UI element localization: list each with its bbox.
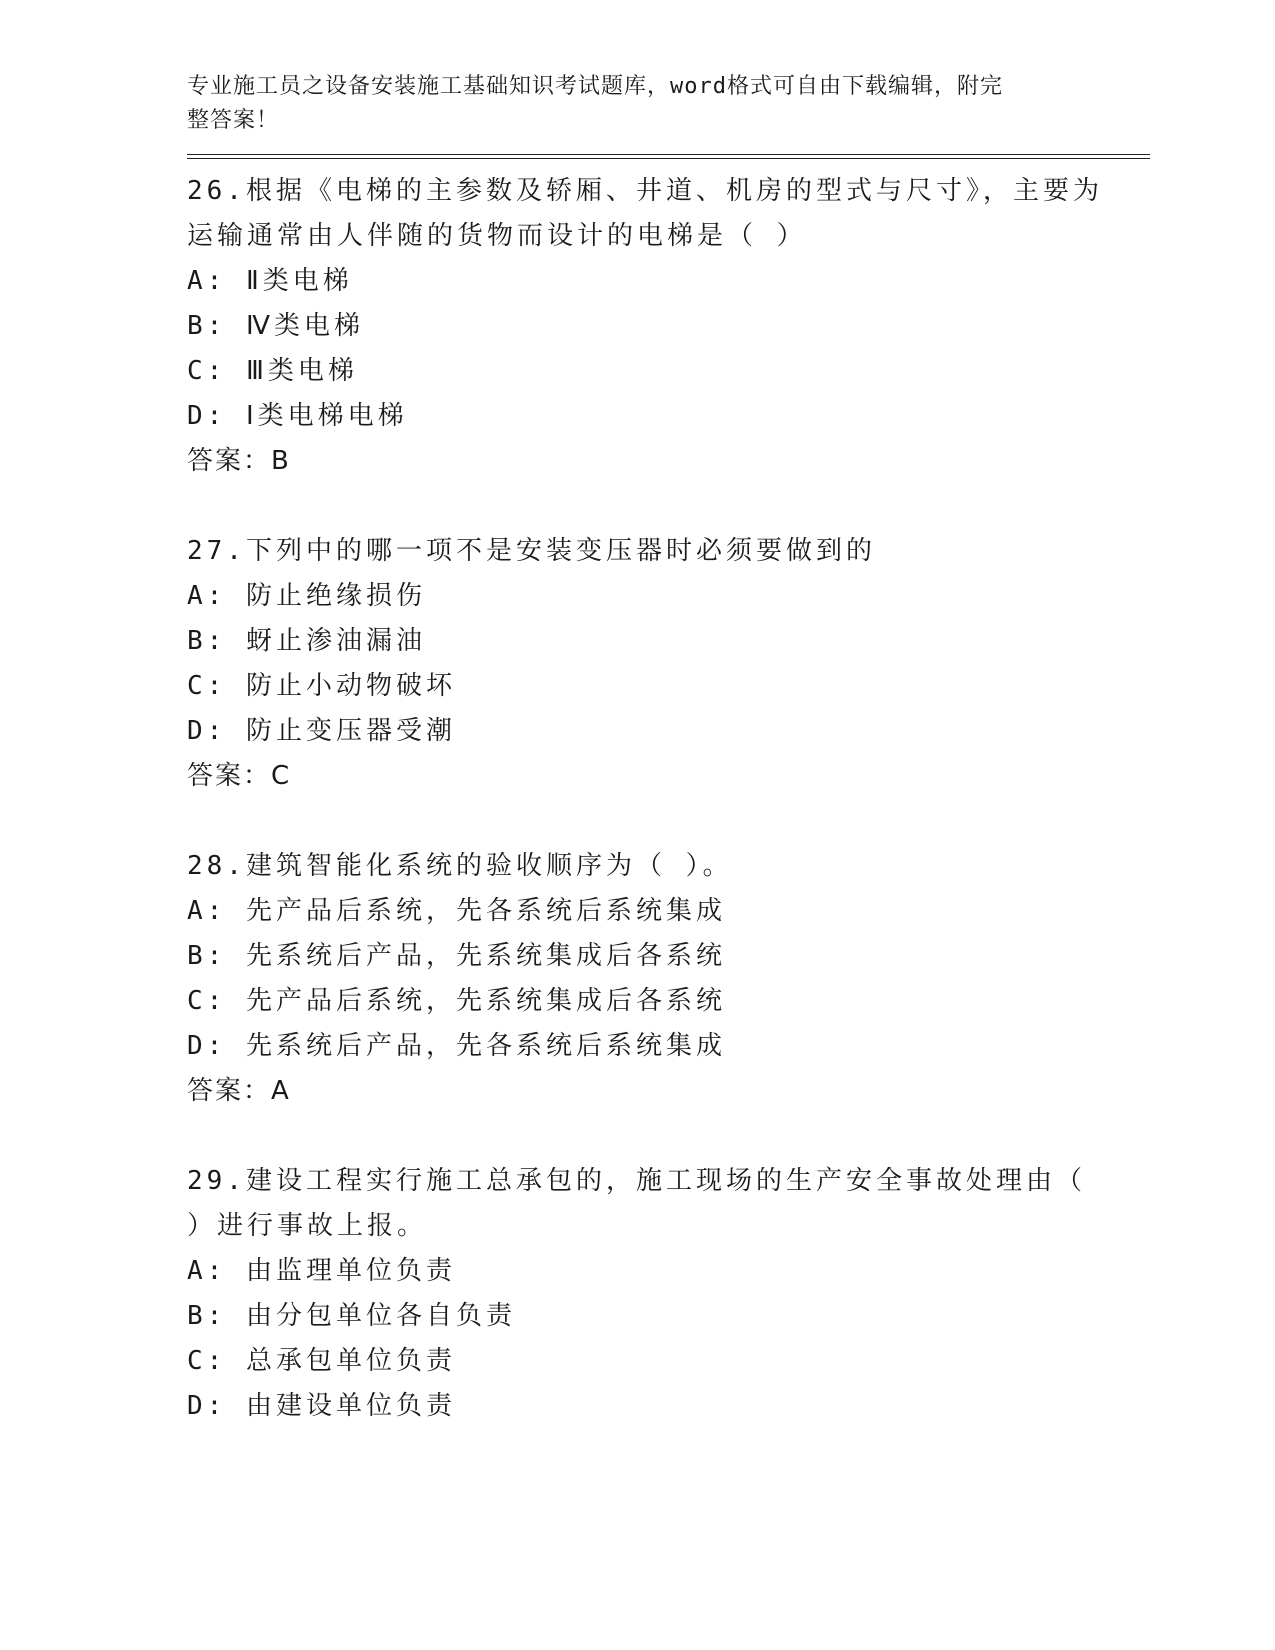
- question-text: 27.下列中的哪一项不是安装变压器时必须要做到的: [187, 536, 876, 566]
- option-a: A: 先产品后系统，先各系统后系统集成: [187, 896, 726, 926]
- question-text: 26.根据《电梯的主参数及轿厢、井道、机房的型式与尺寸》，主要为: [187, 176, 1103, 206]
- option-c: C: 总承包单位负责: [187, 1346, 456, 1376]
- option-d: D: 先系统后产品，先各系统后系统集成: [187, 1031, 726, 1061]
- document-page: [187, 70, 1147, 1429]
- option-d: D: 防止变压器受潮: [187, 716, 456, 746]
- question-text: 29.建设工程实行施工总承包的，施工现场的生产安全事故处理由（: [187, 1166, 1086, 1196]
- option-a: A: Ⅱ类电梯: [187, 266, 353, 296]
- question-26: [187, 169, 1147, 484]
- option-a: A: 防止绝缘损伤: [187, 581, 426, 611]
- question-text: 运输通常由人伴随的货物而设计的电梯是（ ）: [187, 221, 807, 251]
- option-b: B: 先系统后产品，先系统集成后各系统: [187, 941, 726, 971]
- option-a: A: 由监理单位负责: [187, 1256, 456, 1286]
- option-b: B: 由分包单位各自负责: [187, 1301, 516, 1331]
- option-b: B: 蚜止渗油漏油: [187, 626, 426, 656]
- header-divider: [187, 154, 1150, 159]
- question-text: ）进行事故上报。: [187, 1211, 428, 1241]
- option-c: C: 防止小动物破坏: [187, 671, 456, 701]
- option-d: D: Ⅰ类电梯电梯: [187, 401, 408, 431]
- header-line-2: 整答案！: [187, 108, 280, 133]
- answer: 答案：A: [187, 1076, 291, 1106]
- question-text: 28.建筑智能化系统的验收顺序为（ ）。: [187, 851, 733, 881]
- document-header: [187, 70, 1067, 138]
- option-c: C: Ⅲ类电梯: [187, 356, 358, 386]
- option-b: B: Ⅳ类电梯: [187, 311, 364, 341]
- answer: 答案：B: [187, 446, 291, 476]
- header-line-1: 专业施工员之设备安装施工基础知识考试题库，word格式可自由下载编辑，附完: [187, 74, 1003, 99]
- option-c: C: 先产品后系统，先系统集成后各系统: [187, 986, 726, 1016]
- answer: 答案：C: [187, 761, 292, 791]
- question-27: [187, 529, 1147, 799]
- option-d: D: 由建设单位负责: [187, 1391, 456, 1421]
- question-29: [187, 1159, 1147, 1429]
- question-28: [187, 844, 1147, 1114]
